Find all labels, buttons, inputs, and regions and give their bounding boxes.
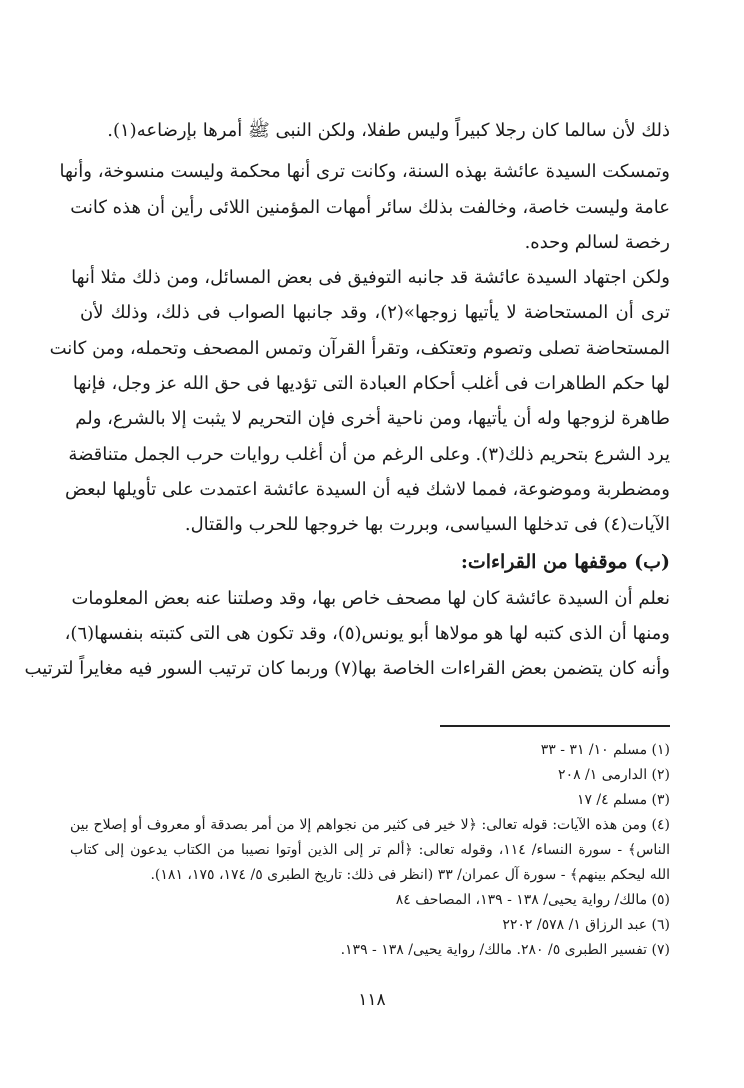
footnote: (٧) تفسير الطبرى ٥/ ٢٨٠. مالك/ رواية يحيى/ ١٣٨ - ١٣٩. xyxy=(340,942,670,958)
text-line: ذلك لأن سالما كان رجلا كبيراً وليس طفلا، ولكن النبى ﷺ أمرها بإرضاعه(١). xyxy=(107,120,670,141)
text-line: وأنه كان يتضمن بعض القراءات الخاصة بها(٧) وربما كان ترتيب السور فيه مغايراً لترتيب xyxy=(24,658,670,680)
text-line: الآيات(٤) فى تدخلها السياسى، وبررت بها خروجها للحرب والقتال. xyxy=(184,514,670,536)
footnote: (٣) مسلم ٤/ ١٧ xyxy=(576,792,670,808)
text-line: رخصة لسالم وحده. xyxy=(524,231,670,253)
section-heading: (ب) موقفها من القراءات: xyxy=(460,550,670,573)
page-number: ١١٨ xyxy=(358,990,386,1010)
text-line: لها حكم الطاهرات فى أغلب أحكام العبادة التى تؤديها فى حق الله عز وجل، فإنها xyxy=(72,373,670,395)
text-line: طاهرة لزوجها وله أن يأتيها، ومن ناحية أخرى فإن التحريم لا يثبت إلا بالشرع، ولم xyxy=(75,408,670,430)
text-line: ومنها أن الذى كتبه لها هو مولاها أبو يونس(٥)، وقد تكون هى التى كتبته بنفسها(٦)، xyxy=(64,622,670,644)
text-line: ولكن اجتهاد السيدة عائشة قد جانبه التوفيق فى بعض المسائل، ومن ذلك مثلا أنها xyxy=(71,267,670,289)
text-line: ترى أن المستحاضة لا يأتيها زوجها»(٢)، وقد جانبها الصواب فى ذلك، وذلك لأن xyxy=(80,302,670,324)
footnote: (٦) عبد الرزاق ١/ ٥٧٨/ ٢٢٠٢ xyxy=(502,917,670,933)
footnote: (٤) ومن هذه الآيات: قوله تعالى: ﴿لا خير فى كثير من نجواهم إلا من أمر بصدقة أو معروف أو إصلاح بين xyxy=(70,817,670,833)
main-text xyxy=(24,113,670,686)
footnote: (٢) الدارمى ١/ ٢٠٨ xyxy=(558,767,670,783)
footnotes xyxy=(70,738,670,963)
footnote-continuation: الله ليحكم بينهم﴾ - سورة آل عمران/ ٣٣ (انظر فى ذلك: تاريخ الطبرى ٥/ ١٧٤، ١٧٥، ١٨١). xyxy=(150,867,670,883)
text-line: ومضطربة وموضوعة، فمما لاشك فيه أن السيدة عائشة اعتمدت على تأويلها لبعض xyxy=(64,478,670,500)
text-line: المستحاضة تصلى وتصوم وتعتكف، وتقرأ القرآن وتمس المصحف وتحمله، ومن كانت xyxy=(49,337,670,359)
footnote: (٥) مالك/ رواية يحيى/ ١٣٨ - ١٣٩، المصاحف ٨٤ xyxy=(395,892,670,908)
text-line: نعلم أن السيدة عائشة كان لها مصحف خاص بها، وقد وصلتنا عنه بعض المعلومات xyxy=(71,587,670,609)
text-line: يرد الشرع بتحريم ذلك(٣). وعلى الرغم من أن أغلب روايات حرب الجمل متناقضة xyxy=(68,443,670,465)
text-line: وتمسكت السيدة عائشة بهذه السنة، وكانت ترى أنها محكمة وليست منسوخة، وأنها xyxy=(59,161,670,183)
text-line: عامة وليست خاصة، وخالفت بذلك سائر أمهات المؤمنين اللائى رأين أن هذه كانت xyxy=(70,196,670,218)
footnote: (١) مسلم ١٠/ ٣١ - ٣٣ xyxy=(540,742,670,758)
footnote-separator xyxy=(440,725,670,727)
footnote-continuation: الناس﴾ - سورة النساء/ ١١٤، وقوله تعالى: ﴿ألم تر إلى الذين أوتوا نصيبا من الكتاب يدعون إلى كتاب xyxy=(70,842,670,858)
